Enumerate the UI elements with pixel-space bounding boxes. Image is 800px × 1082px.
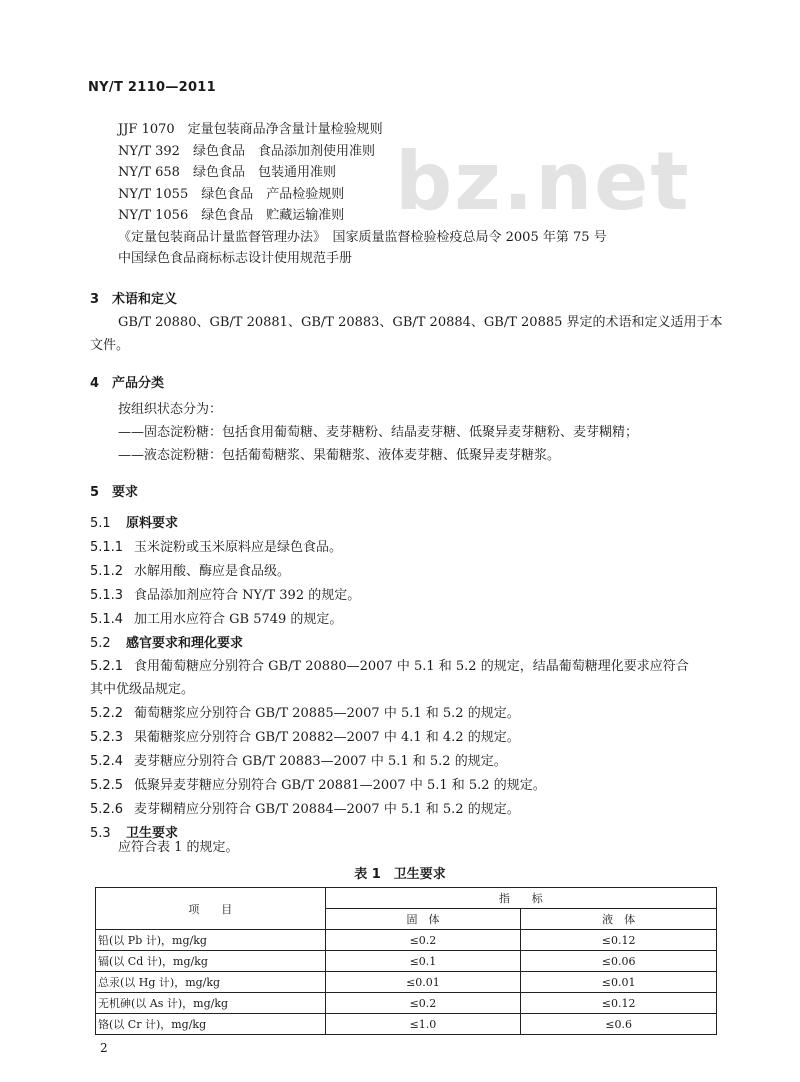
clause-item: 5.2.6 麦芽糊精应分别符合 GB/T 20884—2007 中 5.1 和 5.2 的规定。 [90,802,520,817]
section-heading: 4 产品分类 [90,376,165,391]
clause-item-continuation: 其中优级品规定。 [90,682,195,697]
table-header-liquid: 液 体 [521,909,717,930]
section-paragraph: GB/T 20880、GB/T 20881、GB/T 20883、GB/T 20884、GB/T 20885 界定的术语和定义适用于本文件。 [90,315,723,353]
list-item: ——固态淀粉糖：包括食用葡萄糖、麦芽糖粉、结晶麦芽糖、低聚异麦芽糖粉、麦芽糊精； [118,425,639,440]
subsection-heading: 5.1 原料要求 [90,516,179,531]
table-caption: 表 1 卫生要求 [354,867,446,882]
clause-item: 5.2.1 食用葡萄糖应分别符合 GB/T 20880—2007 中 5.1 和 5.2 的规定，结晶葡萄糖理化要求应符合 [90,659,689,674]
reference-item: JJF 1070 定量包装商品净含量计量检验规则 [118,122,383,137]
section-paragraph: 按组织状态分为： [118,402,223,417]
reference-item: NY/T 1055 绿色食品 产品检验规则 [118,186,345,202]
reference-item: NY/T 1056 绿色食品 贮藏运输准则 [118,208,345,223]
clause-item: 5.2.3 果葡糖浆应分别符合 GB/T 20882—2007 中 4.1 和 4.2 的规定。 [90,730,520,745]
clause-item: 5.1.1 玉米淀粉或玉米原料应是绿色食品。 [90,540,343,555]
hygiene-requirements-table [95,887,717,1035]
section-heading: 3 术语和定义 [90,292,178,307]
subsection-heading: 5.2 感官要求和理化要求 [90,636,244,651]
list-item: ——液态淀粉糖：包括葡萄糖浆、果葡糖浆、液体麦芽糖、低聚异麦芽糖浆。 [118,448,561,463]
table-row: 总汞(以 Hg 计)，mg/kg ≤0.01 ≤0.01 [96,972,717,993]
page-number: 2 [100,1041,108,1055]
clause-item: 5.1.2 水解用酸、酶应是食品级。 [90,564,291,579]
clause-item: 5.2.5 低聚异麦芽糖应分别符合 GB/T 20881—2007 中 5.1 和 5.2 的规定。 [90,778,546,793]
clause-item: 5.1.3 食品添加剂应符合 NY/T 392 的规定。 [90,588,361,603]
section-heading: 5 要求 [90,485,139,500]
watermark: bz.net [395,135,691,228]
table-header-solid: 固 体 [325,909,521,930]
reference-item: 《定量包装商品计量监督管理办法》 国家质量监督检验检疫总局令 2005 年第 75 号 [118,229,607,245]
reference-item: 中国绿色食品商标标志设计使用规范手册 [118,251,353,266]
table-header-item: 项 目 [96,888,326,930]
clause-item: 5.2.4 麦芽糖应分别符合 GB/T 20883—2007 中 5.1 和 5.2 的规定。 [90,754,507,769]
table-row: 铬(以 Cr 计)，mg/kg ≤1.0 ≤0.6 [96,1014,717,1035]
clause-item: 5.1.4 加工用水应符合 GB 5749 的规定。 [90,612,343,627]
clause-item: 5.2.2 葡萄糖浆应分别符合 GB/T 20885—2007 中 5.1 和 5.2 的规定。 [90,706,520,721]
table-row: 铅(以 Pb 计)，mg/kg ≤0.2 ≤0.12 [96,930,717,951]
table-header-index: 指 标 [325,888,716,909]
table-row: 无机砷(以 As 计)，mg/kg ≤0.2 ≤0.12 [96,993,717,1014]
section-paragraph: 应符合表 1 的规定。 [118,840,239,855]
subsection-heading: 5.3 卫生要求 [90,826,179,841]
reference-item: NY/T 658 绿色食品 包装通用准则 [118,165,336,180]
standard-header: NY/T 2110—2011 [88,80,216,95]
reference-item: NY/T 392 绿色食品 食品添加剂使用准则 [118,143,375,159]
table-row: 镉(以 Cd 计)，mg/kg ≤0.1 ≤0.06 [96,951,717,972]
